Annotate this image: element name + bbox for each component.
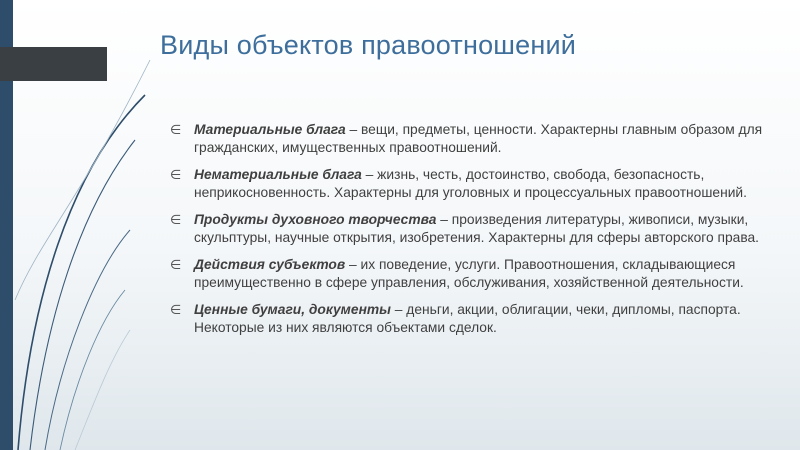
list-item	[170, 211, 770, 247]
item-text: – жизнь, честь, достоинство, свобода, безопасность, неприкосновенность. Характерны для уголовных и процессуальных правоотношений.	[194, 167, 747, 200]
decor-curve-6	[75, 330, 130, 450]
bullet-icon: ∈	[170, 167, 182, 182]
decor-curve-5	[15, 60, 150, 300]
item-term: Продукты духовного творчества	[194, 212, 437, 227]
slide-title: Виды объектов правоотношений	[160, 30, 577, 60]
bullet-icon: ∈	[170, 257, 182, 272]
content-list	[170, 121, 770, 346]
item-text: – деньги, акции, облигации, чеки, дипломы, паспорта. Некоторые из них являются объектами сделок.	[194, 302, 741, 335]
item-term: Действия субъектов	[194, 257, 346, 272]
item-term: Нематериальные блага	[194, 167, 362, 182]
list-item	[170, 166, 770, 202]
list-item	[170, 256, 770, 292]
decor-curve-4	[60, 290, 125, 450]
item-text: – произведения литературы, живописи, музыки, скульптуры, научные открытия, изобретения. Характерны для сферы авторского права.	[194, 212, 760, 245]
bullet-icon: ∈	[170, 122, 182, 137]
decor-curve-2	[30, 140, 135, 450]
decor-curve-1	[18, 95, 145, 450]
bullet-icon: ∈	[170, 212, 182, 227]
item-term: Материальные блага	[194, 122, 346, 137]
item-term: Ценные бумаги, документы	[194, 302, 391, 317]
item-text: – их поведение, услуги. Правоотношения, складывающиеся преимущественно в сфере управления, обслуживания, хозяйственной деятельности.	[194, 257, 744, 290]
item-text: – вещи, предметы, ценности. Характерны главным образом для гражданских, имущественных правоотношений.	[194, 122, 763, 155]
list-item	[170, 301, 770, 337]
decor-curve-3	[45, 230, 130, 450]
title-accent-tab	[0, 47, 107, 81]
bullet-icon: ∈	[170, 302, 182, 317]
list-item	[170, 121, 770, 157]
